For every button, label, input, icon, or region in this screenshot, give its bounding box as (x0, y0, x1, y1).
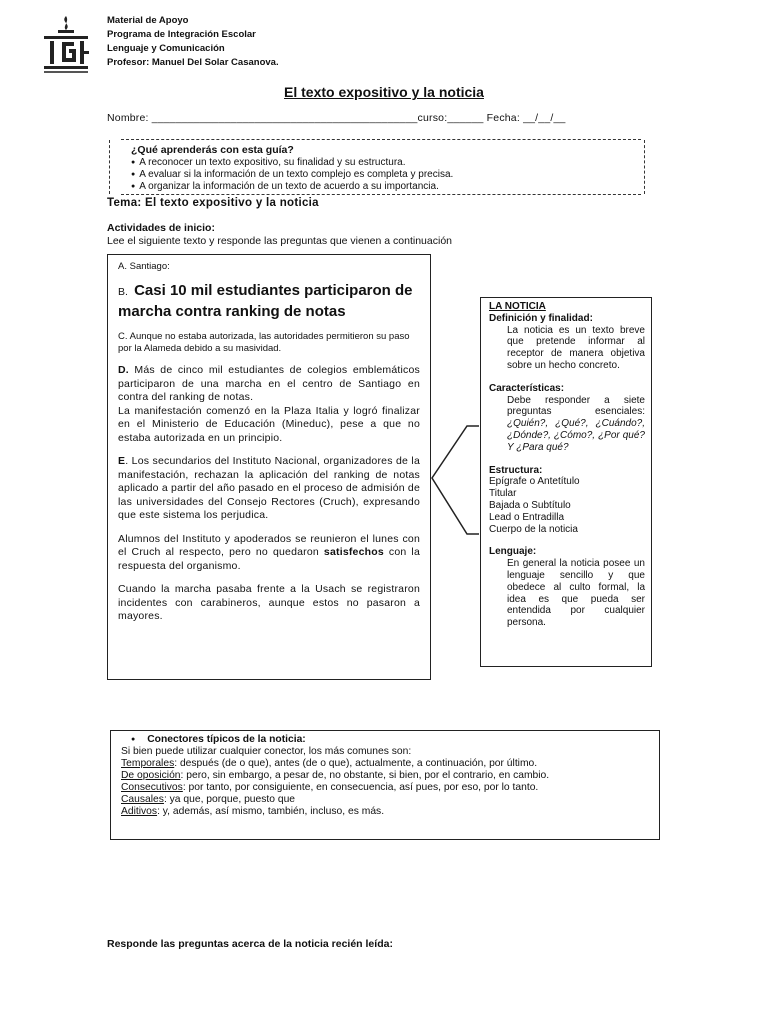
info-heading: LA NOTICIA (489, 301, 546, 312)
news-info-box (480, 297, 652, 667)
news-headline: B. Casi 10 mil estudiantes participaron de marcha contra ranking de notas (118, 282, 413, 320)
structure-item: Bajada o Subtítulo (489, 499, 571, 511)
connectors-intro: Si bien puede utilizar cualquier conector, los más comunes son: (121, 746, 412, 757)
news-article-box (107, 254, 431, 680)
list-item: ● A reconocer un texto expositivo, su finalidad y su estructura. (131, 157, 453, 169)
news-lead: D. Más de cinco mil estudiantes de colegios emblemáticos participaron de una marcha en el centro de Santiago en contra del ranking de notas. La manifestación comenzó en la Plaza Italia y logró finalizar en el Ministerio de Educación (Mineduc), pese a que no estaba autorizada en un principio. (118, 364, 420, 444)
answer-prompt: Responde las preguntas acerca de la noticia recién leída: (107, 938, 393, 950)
header-line: Lenguaje y Comunicación (107, 43, 225, 54)
structure-item: Lead o Entradilla (489, 511, 565, 523)
characteristics-text: Debe responder a siete preguntas esenciales: ¿Quién?, ¿Qué?, ¿Cuándo?, ¿Dónde?, ¿Cómo?, ¿Por qué? Y ¿Para qué? (507, 394, 645, 453)
header-line: Programa de Integración Escolar (107, 29, 256, 40)
activities-title: Actividades de inicio: (107, 222, 215, 234)
connector-row: Consecutivos: por tanto, por consiguiente, en consecuencia, así pues, por eso, por lo tanto. (121, 782, 539, 793)
connectors-title: ● Conectores típicos de la noticia: (121, 734, 649, 746)
topic-heading: Tema: El texto expositivo y la noticia (107, 197, 319, 209)
page-title: El texto expositivo y la noticia (284, 84, 484, 100)
news-body-paragraph: Alumnos del Instituto y apoderados se reunieron el lunes con el Cruch al respecto, pero no quedaron satisfechos con la respuesta del organismo. (118, 532, 420, 572)
connector-row: Temporales: después (de o que), antes (de o que), actualmente, a continuación, por último. (121, 758, 538, 769)
header-line: Material de Apoyo (107, 15, 189, 26)
connectors-box (110, 730, 660, 840)
news-subtitle: C. Aunque no estaba autorizada, las autoridades permitieron su paso por la Alameda debido a su masividad. (118, 331, 410, 354)
structure-item: Epígrafe o Antetítulo (489, 476, 580, 488)
header-line: Profesor: Manuel Del Solar Casanova. (107, 57, 279, 68)
list-item: ● A evaluar si la información de un texto complejo es completa y precisa. (131, 169, 453, 181)
characteristics-title: Características: (489, 382, 565, 394)
list-item: ● A organizar la información de un texto de acuerdo a su importancia. (131, 181, 453, 193)
connector-row: Causales: ya que, porque, puesto que (121, 794, 296, 805)
structure-title: Estructura: (489, 464, 543, 476)
document-header (107, 14, 279, 70)
learning-objectives-title: ¿Qué aprenderás con esta guía? (131, 144, 294, 156)
activities-instruction: Lee el siguiente texto y responde las preguntas que vienen a continuación (107, 235, 452, 247)
learning-objectives-list (131, 157, 453, 193)
school-logo-icon (40, 14, 92, 76)
news-body-paragraph: E. Los secundarios del Instituto Nacional, organizadores de la manifestación, rechazan la aplicación del ranking de notas aplicado a partir del año pasado en el proceso de admisión de las universidades del Consejo Rectores (Cruch), expresando que este sistema los perjudica. (118, 455, 420, 521)
language-title: Lenguaje: (489, 546, 537, 558)
news-epigraph: A. Santiago: (118, 261, 170, 272)
news-body-paragraph: Cuando la marcha pasaba frente a la Usach se registraron incidentes con carabineros, aunque estos no pasaron a mayores. (118, 583, 420, 622)
definition-title: Definición y finalidad: (489, 312, 593, 324)
structure-item: Titular (489, 488, 517, 500)
callout-arrow (430, 424, 482, 570)
structure-item: Cuerpo de la noticia (489, 523, 578, 535)
connector-row: Aditivos: y, además, así mismo, también, incluso, es más. (121, 806, 385, 817)
name-course-date-line: Nombre: ____________________________________________curso:______ Fecha: __/__/__ (107, 112, 566, 124)
learning-objectives-box (121, 139, 641, 195)
connector-row: De oposición: pero, sin embargo, a pesar de, no obstante, si bien, por el contrario, en cambio. (121, 770, 550, 781)
definition-text: La noticia es un texto breve que pretende informar al receptor de manera objetiva sobre un hecho concreto. (507, 324, 645, 371)
language-text: En general la noticia posee un lenguaje sencillo y que obedece al culto formal, la idea es que pueda ser entendida por cualquier persona. (507, 558, 645, 629)
